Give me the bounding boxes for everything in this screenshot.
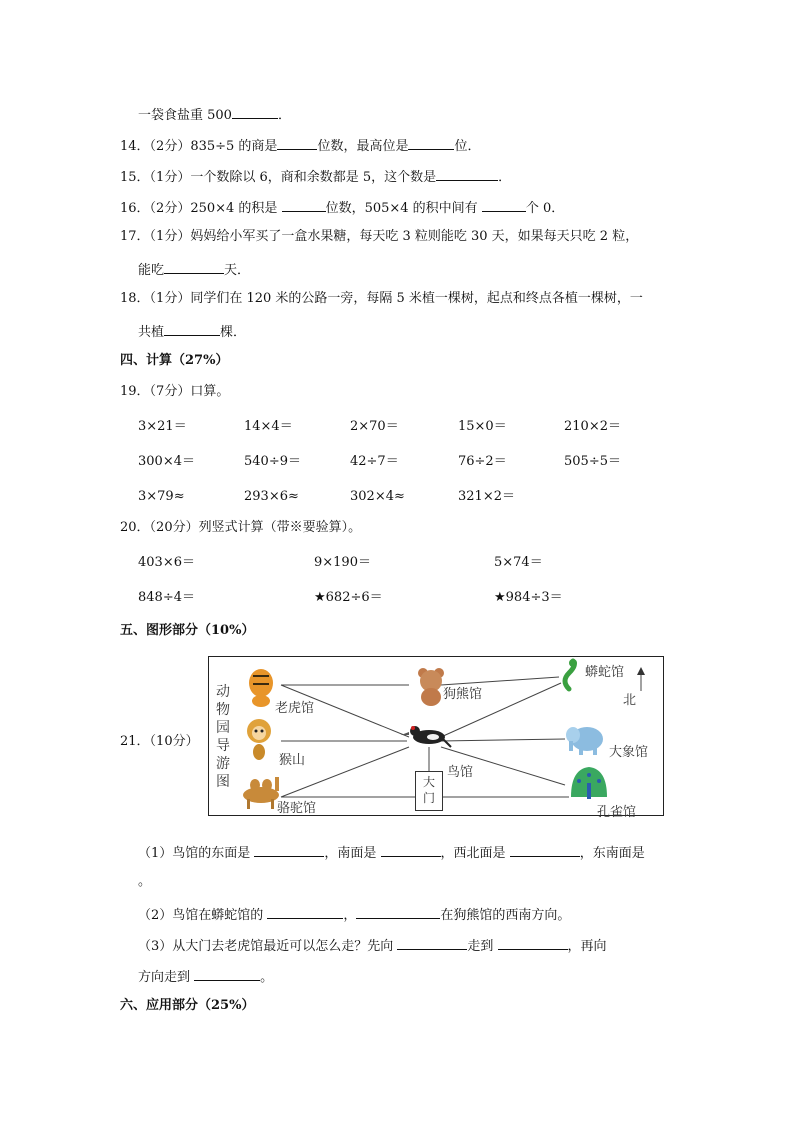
question-18: 18．（1分）同学们在 120 米的公路一旁，每隔 5 米植一棵树，起点和终点各植一棵树，一: [120, 291, 643, 306]
camel-house-label: 骆驼馆: [277, 801, 317, 816]
answer-blank[interactable]: [381, 842, 441, 857]
answer-blank[interactable]: [482, 197, 526, 212]
question-15: 15．（1分）一个数除以 6，商和余数都是 5，这个数是 ．: [120, 166, 511, 187]
question-21-label: 21．（10分）: [120, 734, 199, 749]
answer-blank[interactable]: [397, 935, 467, 950]
calc-item: 42÷7＝: [350, 454, 399, 469]
tiger-icon: [249, 669, 273, 707]
question-17: 17．（1分）妈妈给小军买了一盒水果糖，每天吃 3 粒则能吃 30 天，如果每天只吃 2 粒，: [120, 229, 639, 244]
question-21-part-3: （3）从大门去老虎馆最近可以怎么走？先向 走到 ，再向: [138, 935, 607, 956]
peacock-icon: [571, 767, 607, 799]
calc-item: 2×70＝: [350, 419, 399, 434]
calc-item: ★682÷6＝: [314, 590, 383, 605]
tiger-house-label: 老虎馆: [275, 701, 315, 716]
question-16: 16．（2分）250×4 的积是 位数，505×4 的积中间有 个 0．: [120, 197, 564, 218]
snake-head: [569, 659, 577, 667]
calc-item: 300×4＝: [138, 454, 195, 469]
question-17-line2: 能吃 天．: [138, 259, 250, 280]
answer-blank[interactable]: [194, 966, 260, 981]
section-5-heading: 五、图形部分（10%）: [120, 623, 255, 638]
question-18-line2: 共植 棵．: [138, 321, 246, 342]
bear-house-label: 狗熊馆: [443, 687, 483, 702]
question-21-part-2: （2）鸟馆在蟒蛇馆的 ， 在狗熊馆的西南方向。: [138, 904, 570, 925]
answer-blank[interactable]: [282, 197, 326, 212]
north-arrow-icon: [637, 667, 645, 675]
calc-item: 302×4≈: [350, 489, 405, 504]
question-14: 14．（2分）835÷5 的商是 位数，最高位是 位．: [120, 135, 480, 156]
question-21-part-1: （1）鸟馆的东面是 ，南面是 ，西北面是 ，东南面是: [138, 842, 645, 863]
answer-blank[interactable]: [254, 842, 324, 857]
answer-blank[interactable]: [164, 259, 224, 274]
elephant-icon: [566, 727, 603, 755]
bear-icon: [418, 668, 444, 706]
calc-item: 848÷4＝: [138, 590, 195, 605]
question-21-part-1-end: 。: [138, 874, 152, 889]
calc-item: 403×6＝: [138, 555, 195, 570]
answer-blank[interactable]: [232, 104, 278, 119]
calc-item: 293×6≈: [244, 489, 299, 504]
calc-item: 14×4＝: [244, 419, 293, 434]
monkey-icon: [247, 719, 271, 760]
answer-blank[interactable]: [164, 321, 220, 336]
bird-house-label: 鸟馆: [447, 765, 474, 780]
monkey-hill-label: 猴山: [279, 753, 306, 768]
answer-blank[interactable]: [498, 935, 568, 950]
calc-item: 3×79≈: [138, 489, 185, 504]
calc-item: 5×74＝: [494, 555, 543, 570]
main-gate: 大 门: [415, 771, 443, 811]
peacock-house-label: 孔雀馆: [597, 805, 637, 820]
answer-blank[interactable]: [510, 842, 580, 857]
section-6-heading: 六、应用部分（25%）: [120, 998, 255, 1013]
question-21-part-3-line2: 方向走到 。: [138, 966, 273, 987]
section-4-heading: 四、计算（27%）: [120, 353, 229, 368]
answer-blank[interactable]: [356, 904, 440, 919]
camel-icon: [243, 777, 279, 809]
calc-item: 540÷9＝: [244, 454, 301, 469]
calc-item: 210×2＝: [564, 419, 621, 434]
question-19-title: 19．（7分）口算。: [120, 384, 230, 399]
answer-blank[interactable]: [277, 135, 317, 150]
calc-item: 321×2＝: [458, 489, 515, 504]
calc-item: 9×190＝: [314, 555, 371, 570]
zoo-guide-map: [208, 656, 664, 820]
q13-line: 一袋食盐重 500 ．: [138, 104, 291, 125]
snake-house-label: 蟒蛇馆: [585, 665, 625, 680]
calc-item: 505÷5＝: [564, 454, 621, 469]
question-20-title: 20．（20分）列竖式计算（带※要验算）。: [120, 520, 362, 535]
answer-blank[interactable]: [436, 166, 498, 181]
calc-item: 76÷2＝: [458, 454, 507, 469]
answer-blank[interactable]: [267, 904, 343, 919]
answer-blank[interactable]: [408, 135, 454, 150]
elephant-house-label: 大象馆: [609, 745, 649, 760]
map-title: 动 物 园 导 游 图: [216, 684, 230, 790]
calc-item: 3×21＝: [138, 419, 187, 434]
calc-item: ★984÷3＝: [494, 590, 563, 605]
calc-item: 15×0＝: [458, 419, 507, 434]
north-label: 北: [623, 693, 637, 708]
